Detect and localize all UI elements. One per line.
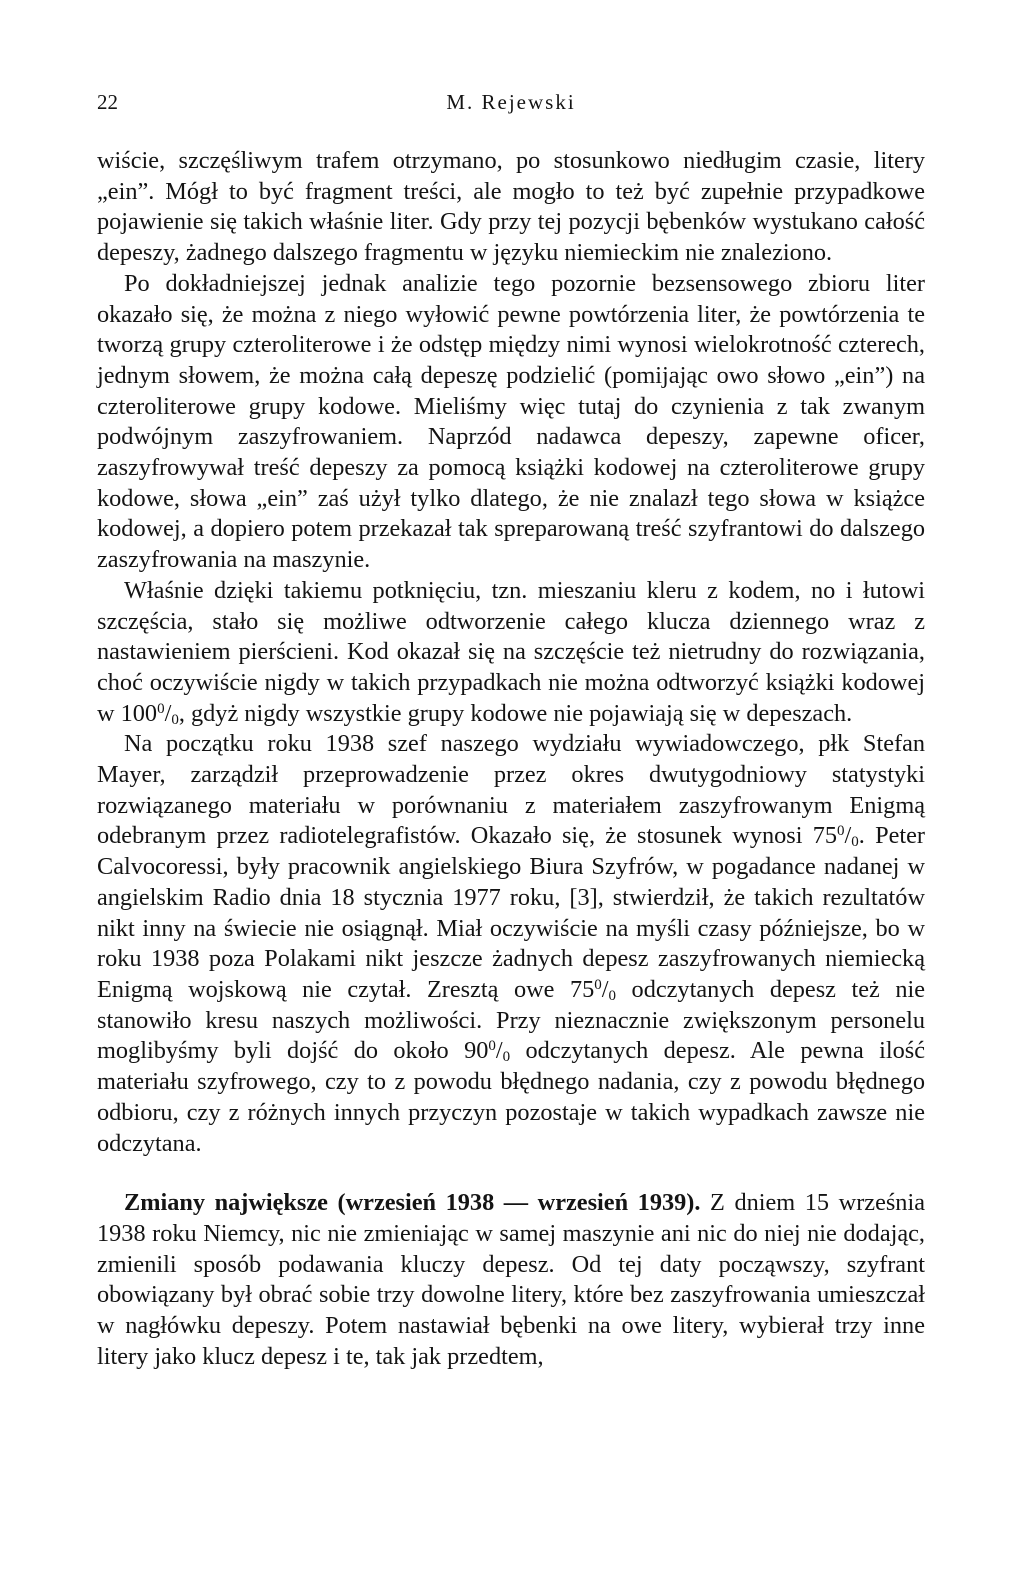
section-text: Z dniem 15 września 1938 roku Niemcy, nic nie zmieniając w samej maszynie ani nic do niej nie dodając, zmienili sposób podawania kluczy depesz. Od tej daty począwszy, szyfrant obowiązany był obrać sobie trzy dowolne litery, które bez zaszyfrowania umieszczał w nagłówku depeszy. Potem nastawiał bębenki na owe litery, wybierał trzy inne litery jako klucz depesz i te, tak jak przedtem, (97, 1189, 925, 1370)
running-title: M. Rejewski (446, 90, 576, 114)
paragraph-1: wiście, szczęśliwym trafem otrzymano, po stosunkowo niedługim czasie, litery „ein”. Mógł to być fragment treści, ale mogło to też być zupełnie przypadkowe pojawienie się takich właśnie liter. Gdy przy tej pozycji bębenków wystukano całość depeszy, żadnego dalszego fragmentu w języku niemieckim nie znaleziono. (97, 147, 925, 267)
percent-sup: 0 (157, 700, 165, 717)
percent-sup: 0 (488, 1038, 496, 1055)
paragraph-4 (97, 729, 925, 1159)
paragraph-2: Po dokładniejszej jednak analizie tego pozornie bezsensowego zbioru liter okazało się, że można z niego wyłowić pewne powtórzenia liter, że powtórzenia te tworzą grupy czteroliterowe i że odstęp między nimi wynosi wielokrotność czterech, jednym słowem, że można całą depeszę podzielić (pomijając owo słowo „ein”) na czteroliterowe grupy kodowe. Mieliśmy więc tutaj do czynienia z tak zwanym podwójnym zaszyfrowaniem. Naprzód nadawca depeszy, zapewne oficer, zaszyfrowywał treść depeszy za pomocą książki kodowej na czteroliterowe grupy kodowe, słowa „ein” zaś użył tylko dlatego, że nie znalazł tego słowa w książce kodowej, a dopiero potem przekazał tak spreparowaną treść szyfrantowi do dalszego zaszyfrowania na maszynie. (97, 269, 925, 574)
body-text (97, 146, 925, 1372)
percent-sup: 0 (594, 976, 602, 993)
percent-slash: / (164, 699, 172, 727)
page-number: 22 (97, 90, 118, 114)
percent-slash: / (495, 1037, 503, 1065)
section-heading: Zmiany największe (wrzesień 1938 — wrzesień 1939). (124, 1189, 701, 1217)
paragraph-4-text-3: odczytanych depesz też nie stanowiło kresu naszych możliwości. Przy nieznacznie zwiększonym personelu moglibyśmy byli dojść do około 90 (97, 975, 925, 1065)
paragraph-4-text-1: Na początku roku 1938 szef naszego wydziału wywiadowczego, płk Stefan Mayer, zarządził przeprowadzenie przez okres dwutygodniowy statystyki rozwiązanego materiału w porównaniu z materiałem zaszyfrowanym Enigmą odebranym przez radiotelegrafistów. Okazało się, że stosunek wynosi 75 (97, 730, 925, 850)
percent-sub: 0 (171, 711, 179, 728)
paragraph-4-text-4: odczytanych depesz. Ale pewna ilość materiału szyfrowego, czy to z powodu błędnego nadania, czy z powodu błędnego odbioru, czy z różnych innych przyczyn pozostaje w takich wypadkach zawsze nie odczytana. (97, 1037, 925, 1157)
percent-slash: / (844, 822, 852, 850)
paragraph-4-text-2: . Peter Calvocoressi, były pracownik angielskiego Biura Szyfrów, w pogadance nadanej w angielskim Radio dnia 18 stycznia 1977 roku, [3], stwierdził, że takich rezultatów nikt inny na świecie nie osiągnął. Miał oczywiście na myśli czasy późniejsze, bo w roku 1938 poza Polakami nikt jeszcze żadnych depesz zaszyfrowanych niemiecką Enigmą wojskową nie czytał. Zresztą owe 75 (97, 822, 925, 1003)
percent-sup: 0 (837, 823, 845, 840)
percent-sub: 0 (608, 987, 617, 1004)
paragraph-3 (97, 576, 925, 730)
percent-sub: 0 (851, 834, 859, 851)
paragraph-3-text-end: , gdyż nigdy wszystkie grupy kodowe nie pojawiają się w depeszach. (178, 699, 853, 727)
page-header (97, 90, 925, 120)
percent-slash: / (601, 975, 609, 1003)
section-paragraph (97, 1188, 925, 1372)
percent-sub: 0 (502, 1049, 511, 1066)
paragraph-3-text: Właśnie dzięki takiemu potknięciu, tzn. mieszaniu kleru z kodem, no i łutowi szczęścia, stało się możliwe odtworzenie całego klucza dziennego wraz z nastawieniem pierścieni. Kod okazał się na szczęście też nietrudny do rozwiązania, choć oczywiście nigdy w takich przypadkach nie można odtworzyć książki kodowej w 100 (97, 576, 925, 727)
